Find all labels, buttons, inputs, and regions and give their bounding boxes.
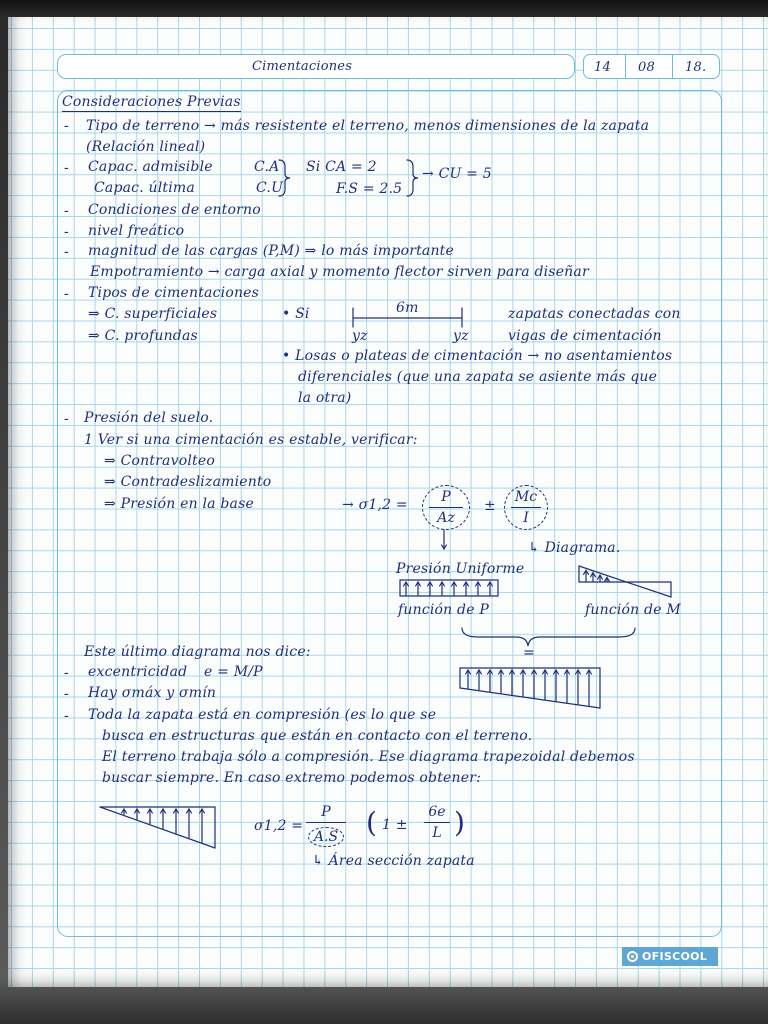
bullet-dash: - xyxy=(64,244,69,260)
pressure-arrow xyxy=(565,670,570,702)
pressure-arrow xyxy=(543,670,548,699)
note-loads: magnitud de las cargas (P,M) ⇒ lo más importante xyxy=(88,243,454,259)
brand-logo-text: OFISCOOL xyxy=(642,950,708,963)
footing-area-note: ↳ Área sección zapata xyxy=(312,853,475,869)
check-overturning: ⇒ Contravolteo xyxy=(104,453,215,469)
pressure-arrow xyxy=(532,670,537,698)
pressure-arrow xyxy=(464,582,469,595)
eccentricity-formula: e = M/P xyxy=(204,664,263,680)
compression-line-3: El terreno trabaja sólo a compresión. Ese diagrama trapezoidal debemos xyxy=(102,749,635,765)
compression-line-4: buscar siempre. En caso extremo podemos obtener: xyxy=(102,770,482,786)
span-dimension-line xyxy=(353,308,462,327)
pressure-arrow xyxy=(122,809,127,815)
pressure-formula-lhs: → σ1,2 = xyxy=(342,497,408,513)
pressure-arrow xyxy=(442,530,447,549)
pressure-arrow xyxy=(499,670,504,693)
formula-denominator-i: I xyxy=(523,510,529,526)
bullet-dash: - xyxy=(64,160,69,176)
column-mark-b: yz xyxy=(453,328,469,344)
column-mark-a: yz xyxy=(352,328,368,344)
capacity-ca-value: Si CA = 2 xyxy=(306,159,377,175)
trapezoidal-pressure-diagram xyxy=(460,668,600,708)
superposition-brace xyxy=(462,628,635,646)
plus-minus-sign: ± xyxy=(484,498,496,514)
bullet-dash: - xyxy=(64,665,69,681)
section-heading-foundation-types: Tipos de cimentaciones xyxy=(88,285,260,301)
function-of-m-label: función de M xyxy=(585,602,681,618)
bullet-dash: - xyxy=(64,118,69,134)
check-base-pressure: ⇒ Presión en la base xyxy=(104,496,254,512)
connected-footings-line-2: vigas de cimentación xyxy=(508,328,662,344)
date-day: 14 xyxy=(594,60,611,75)
pressure-arrow xyxy=(135,809,140,819)
capacity-ultimate-abbr: C.U xyxy=(256,180,284,196)
pressure-arrow xyxy=(440,582,445,595)
bullet-dash: - xyxy=(64,286,69,302)
connected-footings-line-1: zapatas conectadas con xyxy=(508,306,681,322)
brand-logo xyxy=(622,947,718,966)
pressure-arrow xyxy=(200,809,205,842)
foundation-if-label: • Si xyxy=(282,306,310,322)
bullet-dash: - xyxy=(64,411,69,427)
capacity-brace-right xyxy=(407,160,418,196)
max-min-pressure: Hay σmáx y σmín xyxy=(88,685,217,701)
slabs-line-3: la otra) xyxy=(298,390,352,406)
capacity-fs-value: F.S = 2.5 xyxy=(336,181,403,197)
formula-numerator-6e: 6e xyxy=(424,804,450,823)
pressure-arrow xyxy=(591,573,596,581)
circle-logo-icon xyxy=(627,951,638,962)
capacity-ultimate-label: Capac. última xyxy=(94,180,195,196)
compression-line-1: Toda la zapata está en compresión (es lo que se xyxy=(88,707,437,723)
foundation-shallow: ⇒ C. superficiales xyxy=(88,306,218,322)
foundation-deep: ⇒ C. profundas xyxy=(88,328,198,344)
note-linear-relation: (Relación lineal) xyxy=(86,139,206,155)
note-fixity: Empotramiento → carga axial y momento flector sirven para diseñar xyxy=(90,264,589,280)
date-year: 18. xyxy=(685,60,707,75)
pressure-arrow xyxy=(598,575,603,581)
formula-denominator-l: L xyxy=(432,825,442,841)
function-of-p-label: función de P xyxy=(398,602,489,618)
diagram-label: ↳ Diagrama. xyxy=(528,540,621,556)
moment-pressure-diagram xyxy=(579,566,671,597)
capacity-admissible-label: Capac. admisible xyxy=(88,159,213,175)
capacity-cu-result: → CU = 5 xyxy=(422,166,492,182)
pressure-arrow xyxy=(416,582,421,595)
formula-numerator-p: P xyxy=(429,489,463,508)
compression-line-2: busca en estructuras que están en contacto con el terreno. xyxy=(102,728,533,744)
pressure-arrow xyxy=(466,670,471,688)
pressure-arrow xyxy=(554,670,559,701)
section-heading-considerations: Consideraciones Previas xyxy=(62,94,241,110)
span-dimension-label: 6m xyxy=(396,300,419,316)
pressure-arrow xyxy=(476,582,481,595)
pressure-arrow xyxy=(521,670,526,696)
capacity-admissible-abbr: C.A xyxy=(254,159,280,175)
pressure-arrow xyxy=(161,809,166,828)
pressure-arrow xyxy=(174,809,179,833)
pressure-arrow xyxy=(576,670,581,704)
formula-denominator-az: Az xyxy=(437,510,455,526)
superposition-equals: = xyxy=(523,645,535,661)
uniform-pressure-diagram xyxy=(400,580,498,596)
pressure-arrow xyxy=(428,582,433,595)
formula-numerator-mc: Mc xyxy=(511,489,541,508)
pressure-arrow xyxy=(404,582,409,595)
section-heading-soil-pressure: Presión del suelo. xyxy=(84,410,214,426)
open-parenthesis: ( xyxy=(366,806,378,839)
pressure-arrow xyxy=(187,809,192,838)
formula-denominator-as: A.S xyxy=(308,827,344,847)
slabs-line-1: • Losas o plateas de cimentación → no asentamientos xyxy=(282,348,673,364)
stability-check-intro: 1 Ver si una cimentación es estable, verificar: xyxy=(84,432,418,448)
bullet-dash: - xyxy=(64,686,69,702)
note-soil-type: Tipo de terreno → más resistente el terreno, menos dimensiones de la zapata xyxy=(86,118,650,134)
one-plus-minus: 1 ± xyxy=(382,817,408,833)
pressure-arrow xyxy=(584,570,589,581)
diagram-conclusions-intro: Este último diagrama nos dice: xyxy=(84,644,311,660)
extreme-formula-lhs: σ1,2 = xyxy=(254,818,304,834)
close-parenthesis: ) xyxy=(454,806,466,839)
note-surroundings: Condiciones de entorno xyxy=(88,202,261,218)
pressure-arrow xyxy=(510,670,515,694)
pressure-arrow xyxy=(488,582,493,595)
pressure-arrow xyxy=(148,809,153,824)
bullet-dash: - xyxy=(64,224,69,240)
slabs-line-2: diferenciales (que una zapata se asiente más que xyxy=(298,369,658,385)
eccentricity-label: excentricidad xyxy=(88,664,188,680)
pressure-arrow xyxy=(452,582,457,595)
pressure-arrow xyxy=(477,670,482,690)
pressure-arrow xyxy=(605,577,610,581)
uniform-pressure-label: Presión Uniforme xyxy=(396,561,525,577)
page-title: Cimentaciones xyxy=(252,59,353,74)
date-month: 08 xyxy=(638,60,655,75)
pressure-arrow xyxy=(488,670,493,691)
formula-numerator-p: P xyxy=(306,804,346,823)
capacity-brace-left xyxy=(279,160,290,196)
bullet-dash: - xyxy=(64,708,69,724)
bullet-dash: - xyxy=(64,203,69,219)
pressure-arrow xyxy=(587,670,592,705)
extreme-triangular-pressure-diagram xyxy=(100,807,215,848)
arrow-down-from-p-term xyxy=(442,530,447,549)
note-water-table: nivel freático xyxy=(88,223,185,239)
check-sliding: ⇒ Contradeslizamiento xyxy=(104,474,272,490)
